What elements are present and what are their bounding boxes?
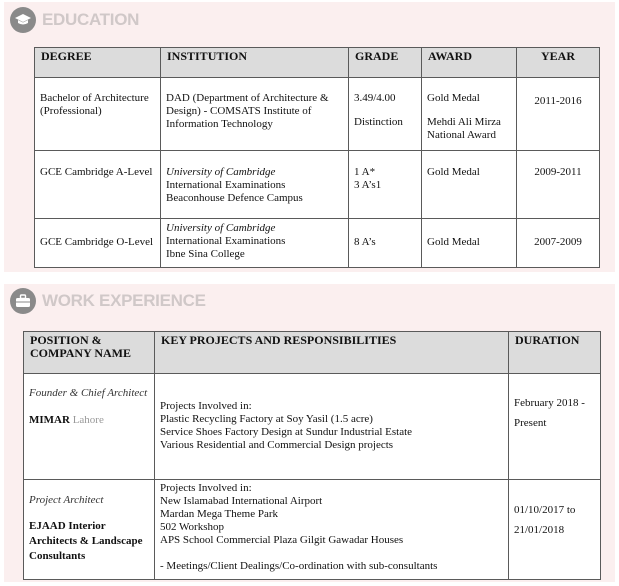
education-title: EDUCATION: [42, 10, 140, 29]
grade-cell: [349, 151, 422, 219]
education-section: [4, 2, 615, 272]
degree-line: GCE Cambridge O-Level: [40, 236, 154, 248]
grade-line: 3 A’s1: [354, 179, 382, 191]
grade-cell: [349, 78, 422, 151]
year-cell: 2007-2009: [517, 219, 600, 268]
column-header-projects: KEY PROJECTS AND RESPONSIBILITIES: [155, 332, 509, 374]
column-header-institution: INSTITUTION: [161, 48, 349, 78]
degree-line: (Professional): [40, 105, 102, 117]
work-experience-table: [23, 331, 601, 580]
duration-line: February 2018 -: [514, 397, 585, 409]
project-line: Projects Involved in:: [160, 482, 252, 494]
graduation-cap-icon: [10, 7, 36, 33]
degree-cell: [35, 78, 161, 151]
table-row: [35, 78, 600, 151]
project-line: Projects Involved in:: [160, 400, 252, 412]
duration-cell: [509, 480, 601, 580]
institution-cell: [161, 219, 349, 268]
column-header-degree: DEGREE: [35, 48, 161, 78]
award-cell: [422, 219, 517, 268]
company-name: EJAAD Interior Architects & Landscape Consultants: [29, 520, 143, 562]
grade-line: Distinction: [354, 116, 403, 128]
column-header-duration: DURATION: [509, 332, 601, 374]
project-line: Plastic Recycling Factory at Soy Yasil (1.5 acre): [160, 413, 373, 425]
grade-line: 1 A*: [354, 166, 376, 178]
education-table: [34, 47, 600, 268]
award-line: National Award: [427, 129, 496, 141]
project-line: - Meetings/Client Dealings/Co-ordination with sub-consultants: [160, 560, 438, 572]
column-header-grade: GRADE: [349, 48, 422, 78]
column-header-year: YEAR: [517, 48, 600, 78]
institution-line: Design) - COMSATS Institute of: [166, 105, 312, 117]
institution-line: University of Cambridge: [166, 222, 276, 234]
degree-line: Bachelor of Architecture: [40, 92, 149, 104]
position-cell: [24, 374, 155, 480]
project-line: [160, 547, 503, 560]
briefcase-icon: [10, 288, 36, 314]
award-line: Gold Medal: [427, 92, 480, 104]
project-line: Various Residential and Commercial Design projects: [160, 439, 394, 451]
institution-cell: [161, 78, 349, 151]
project-line: New Islamabad International Airport: [160, 495, 323, 507]
degree-cell: [35, 151, 161, 219]
institution-cell: [161, 151, 349, 219]
company-location: Lahore: [72, 414, 104, 426]
institution-line: International Examinations: [166, 179, 286, 191]
award-line: Gold Medal: [427, 166, 480, 178]
table-row: [35, 151, 600, 219]
column-header-position: POSITION & COMPANY NAME: [24, 332, 155, 374]
grade-cell: [349, 219, 422, 268]
project-line: APS School Commercial Plaza Gilgit Gawadar Houses: [160, 534, 404, 546]
column-header-award: AWARD: [422, 48, 517, 78]
table-row: [24, 374, 601, 480]
institution-line: DAD (Department of Architecture &: [166, 92, 329, 104]
duration-cell: [509, 374, 601, 480]
year-cell: 2011-2016: [517, 78, 600, 151]
award-cell: [422, 78, 517, 151]
duration-line: 21/01/2018: [514, 524, 565, 536]
duration-line: Present: [514, 417, 547, 429]
award-line: Mehdi Ali Mirza: [427, 116, 501, 128]
company-name: MIMAR: [29, 414, 70, 426]
institution-line: Beaconhouse Defence Campus: [166, 192, 303, 204]
work-experience-header: [10, 287, 206, 315]
duration-line: 01/10/2017 to: [514, 504, 576, 516]
institution-line: University of Cambridge: [166, 166, 276, 178]
award-cell: [422, 151, 517, 219]
degree-line: GCE Cambridge A-Level: [40, 166, 153, 178]
year-cell: 2009-2011: [517, 151, 600, 219]
award-line: Gold Medal: [427, 236, 480, 248]
position-title: Project Architect: [29, 494, 104, 506]
project-line: 502 Workshop: [160, 521, 224, 533]
projects-cell: [155, 374, 509, 480]
position-cell: [24, 480, 155, 580]
company-line: [29, 414, 149, 427]
institution-line: Information Technology: [166, 118, 273, 130]
table-row: [24, 480, 601, 580]
grade-line: 8 A’s: [354, 236, 376, 248]
institution-line: Ibne Sina College: [166, 248, 245, 260]
projects-cell: [155, 480, 509, 580]
degree-cell: [35, 219, 161, 268]
table-row: [35, 219, 600, 268]
project-line: Service Shoes Factory Design at Sundur Industrial Estate: [160, 426, 413, 438]
education-header: [10, 6, 139, 34]
grade-line: 3.49/4.00: [354, 92, 396, 104]
position-title: Founder & Chief Architect: [29, 387, 148, 399]
work-experience-title: WORK EXPERIENCE: [42, 291, 206, 310]
institution-line: International Examinations: [166, 235, 286, 247]
project-line: Mardan Mega Theme Park: [160, 508, 279, 520]
